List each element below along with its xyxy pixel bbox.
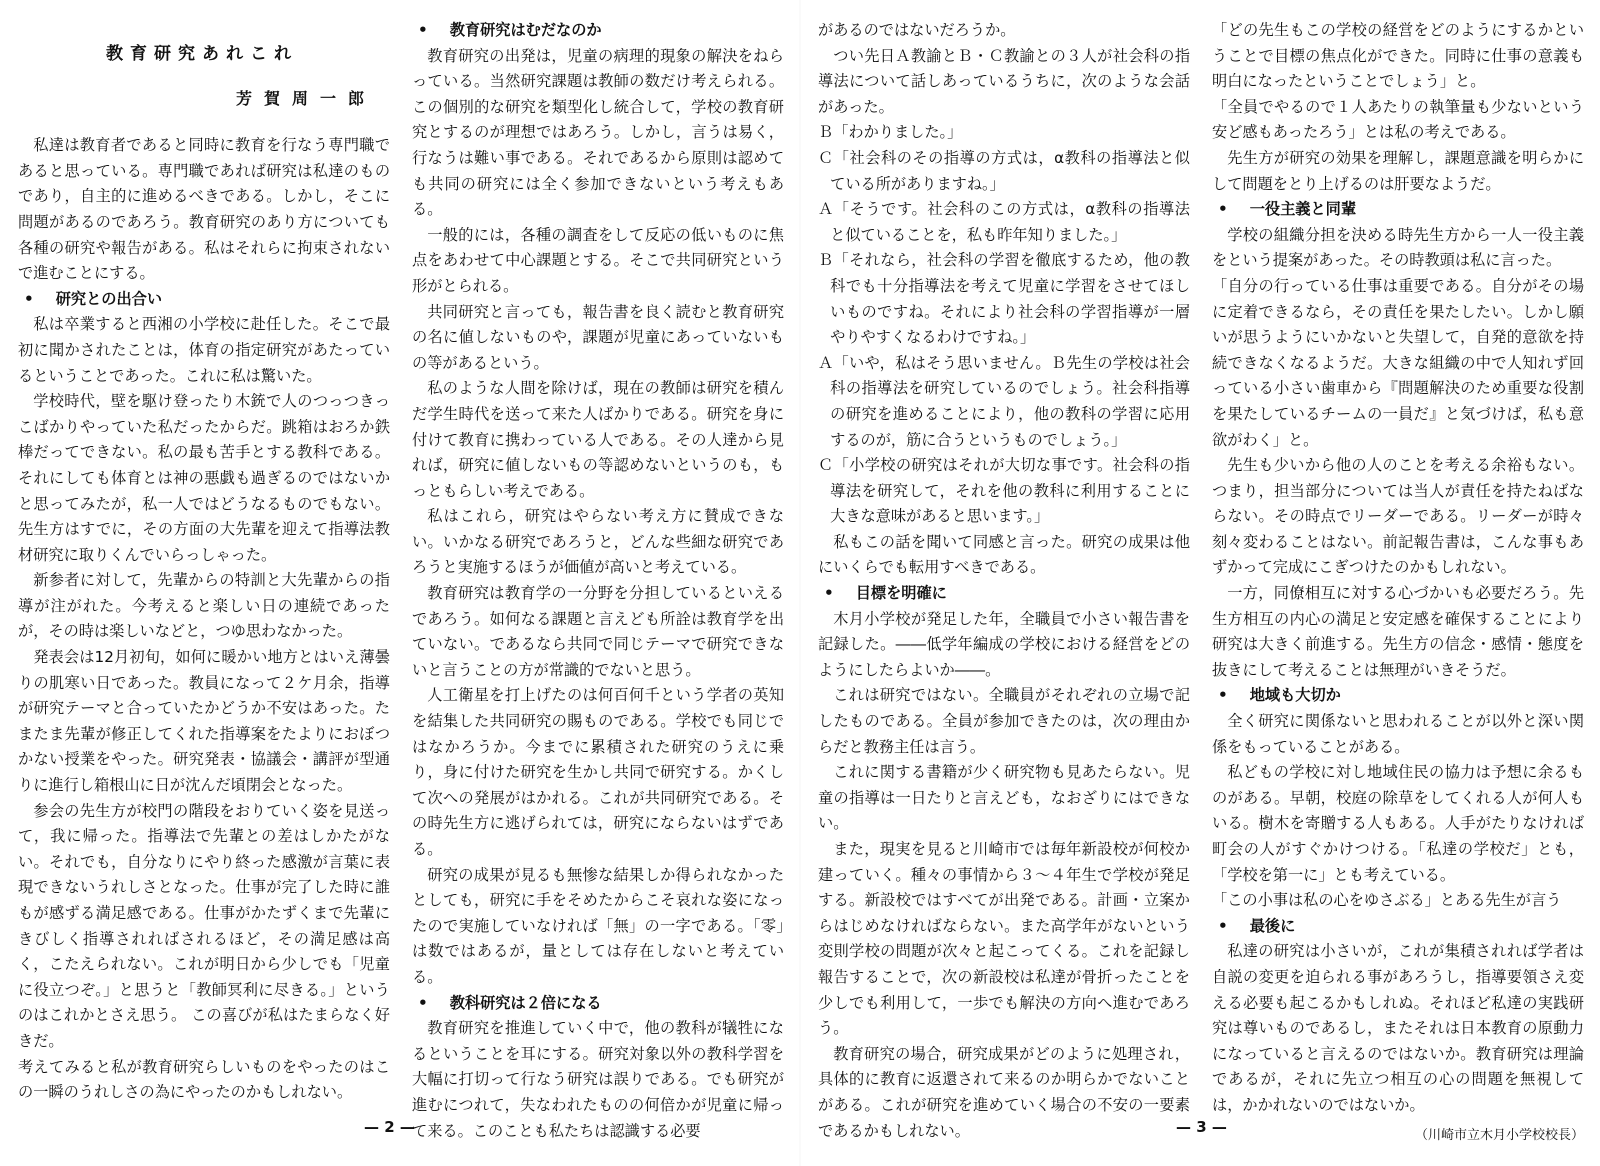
paragraph: 考えてみると私が教育研究らしいものをやったのはこの一瞬のうれしさの為にやったのかもしれない。 [18,1057,390,1102]
article-title: 教育研究あれこれ [106,44,298,64]
paragraph: 教育研究の場合，研究成果がどのように処理され，具体的に教育に返還されて来るのか明らかでないことがある。これが研究を進めていく場合の不安の一要素であるかもしれない。 [818,1044,1190,1140]
paragraph: 「この小事は私の心をゆさぶる」とある先生が言う [1212,891,1562,910]
section-heading: • 一役主義と同輩 [1212,197,1584,223]
paragraph: 全く研究に関係ないと思われることが以外と深い関係をもっていることがある。 [1212,712,1584,756]
paragraph: 「どの先生もこの学校の経営をどのようにするかということで目標の焦点化ができた。同時に仕事の意義も明白になったということでしょう」と。 [1212,21,1584,91]
paragraph: 私もこの話を聞いて同感と言った。研究の成果は他にいくらでも転用すべきである。 [818,532,1190,577]
author-name: 芳賀周一郎 [235,88,376,108]
page-number-left: — 2 — [364,1118,415,1136]
paragraph: 発表会は12月初旬，如何に暖かい地方とはいえ薄曇りの肌寒い日であった。教員になって２ケ月余，指導が研究テーマと合っていたかどうか不安はあった。たまたま先輩が修正してくれた指導案をたよりにおぼつかない授業をやった。研究発表・協議会・講評が型通りに進行し箱根山に日が沈んだ頃閉会となった。 [18,648,390,795]
paragraph: 私達の研究は小さいが，これが集積されれば学者は自説の変更を迫られる事があろうし，指導要領さえ変える必要も起こるかもしれぬ。それほど私達の実践研究は尊いものであるし，またそれは日本教育の原動力になっていると言えるのではないか。教育研究は理論であるが，それに先立つ相互の心の問題を無視しては，かかれないのではないか。 [1212,942,1584,1114]
dialogue-line: Ｂ「それなら，社会科の学習を徹底するため，他の教科でも十分指導法を考えて児童に学習をさせてほしいものですね。それにより社会科の学習指導が一層やりやすくなるわけですね。」 [818,251,1190,347]
paragraph: 人工衛星を打上げたのは何百何千という学者の英知を結集した共同研究の賜ものである。学校でも同じではなかろうか。今までに累積された研究のうえに乗り，身に付けた研究を生かし共同で研究する。かくして次への発展がはかれる。これが共同研究である。その時先生方に逃げられては，研究にならないはずである。 [412,686,784,858]
paragraph: 私はこれら，研究はやらない考え方に賛成できない。いかなる研究であろうと，どんな些細な研究であろうと実施するほうが価値が高いと考えている。 [412,507,784,577]
paragraph: 教育研究は教育学の一分野を分担しているといえるであろう。如何なる課題と言えども所詮は教育学を出ていない。であるなら共同で同じテーマで研究できないと言うことの方が常識的でないと思う。 [412,584,784,679]
page-gutter [799,0,801,1166]
paragraph: また，現実を見ると川崎市では毎年新設校が何校か建っていく。種々の事情から３～４年生で学校が発足する。新設校ではすべてが出発である。計画・立案からはじめなければならない。また高学年がないという変則学校の問題が次々と起こってくる。これを記録し報告することで，次の新設校は私達が骨折ったことを少しでも利用して，一歩でも解決の方向へ進むであろう。 [818,840,1190,1038]
paragraph: 研究の成果が見るも無惨な結果しか得られなかったとしても，研究に手をそめたからこそ哀れな姿になったので実施していなければ「無」の一字である。「零」は数ではあるが，量としては存在しないと考えている。 [412,865,784,986]
section-heading: • 研究との出合い [18,287,390,313]
paragraph: 私達は教育者であると同時に教育を行なう専門職であると思っている。専門職であれば研究は私達のものであり，自主的に進めるべきである。しかし，そこに問題があるのであろう。教育研究のあり方についても各種の研究や報告がある。私はそれらに拘束されないで進むことにする。 [18,136,390,283]
paragraph: つい先日Ａ教諭とＢ・Ｃ教諭との３人が社会科の指導法について話しあっているうちに，次のような会話があった。 [818,46,1190,116]
page-number-right: — 3 — [1176,1118,1227,1136]
section-heading: • 教科研究は２倍になる [412,991,784,1017]
paragraph: これは研究ではない。全職員がそれぞれの立場で記したものである。全員が参加できたのは，次の理由からだと教務主任は言う。 [818,686,1190,756]
paragraph: 共同研究と言っても，報告書を良く読むと教育研究の名に値しないものや，課題が児童にあっていないもの等があるという。 [412,302,784,372]
section-heading: • 教育研究はむだなのか [412,18,784,44]
paragraph: 教育研究を推進していく中で，他の教科が犠牲になるということを耳にする。研究対象以外の教科学習を大幅に打切って行なう研究は誤りである。でも研究が進むにつれて，失なわれたものの何倍かが児童に帰って来る。このことも私たちは認識する必要 [412,1019,784,1140]
dialogue-line: Ｃ「小学校の研究はそれが大切な事です。社会科の指導法を研究して，それを他の教科に利用することに大きな意味があると思います。」 [818,456,1190,526]
paragraph: 一般的には，各種の調査をして反応の低いものに焦点をあわせて中心課題とする。そこで共同研究という形がとられる。 [412,225,784,295]
section-heading: • 地域も大切か [1212,683,1584,709]
paragraph: 参会の先生方が校門の階段をおりていく姿を見送って，我に帰った。指導法で先輩との差はしかたがない。それでも，自分なりにやり終った感激が言葉に表現できないうれしさとなった。仕事が完了した時に誰もが感ずる満足感である。仕事がかたずくまで先輩にきびしく指導されればされるほど，その満足感は高く，こたえられない。これが明日から少しでも「児童に役立つぞ。」と思うと「教師冥利に尽きる。」というのはこれかとさえ思う。 この喜びが私はたまらなく好きだ。 [18,801,390,1050]
paragraph: 私は卒業すると西湘の小学校に赴任した。そこで最初に聞かされたことは，体育の指定研究があたっているということであった。これに私は驚いた。 [18,315,390,385]
paragraph: 教育研究の出発は，児童の病理的現象の解決をねらっている。当然研究課題は教師の数だけ考えられる。この個別的な研究を類型化し統合して，学校の教育研究とするのが理想ではあろう。しかし，言うは易く，行なうは難い事である。それであるから原則は認めても共同の研究には全く参加できないという考えもある。 [412,46,784,219]
paragraph: 学校の組織分担を決める時先生方から一人一役主義をという提案があった。その時教頭は私に言った。 [1212,225,1584,270]
dialogue-line: Ｃ「社会科のその指導の方式は，α教科の指導法と似ている所がありますね。」 [818,148,1190,193]
section-heading: • 目標を明確に [818,581,1190,607]
dialogue-line: Ａ「そうです。社会科のこの方式は，α教科の指導法と似ていることを，私も昨年知りました。」 [818,200,1190,244]
paragraph: 学校時代，壁を駆け登ったり木銃で人のつっつきっこばかりやっていた私だったからだ。跳箱はおろか鉄棒だってできない。私の最も苦手とする教科である。それにしても体育とは神の悪戯も過ぎるのではないかと思ってみたが，私一人ではどうなるものでもない。先生方はすでに，その方面の大先輩を迎えて指導法教材研究に取りくんでいらっしゃった。 [18,392,390,564]
paragraph: これに関する書籍が少く研究物も見あたらない。児童の指導は一日たりと言えども，なおざりにはできない。 [818,763,1190,833]
column-3 [818,18,1190,1144]
paragraph: 木月小学校が発足した年，全職員で小さい報告書を記録した。――低学年編成の学校における経営をどのようにしたらよいか――。 [818,609,1190,679]
dialogue-line: Ｂ「わかりました。」 [818,123,963,142]
column-2 [412,18,784,1144]
paragraph: があるのではないだろうか。 [818,21,1016,39]
paragraph: 新参者に対して，先輩からの特訓と大先輩からの指導が注がれた。今考えると楽しい日の連続であったが，その時は楽しいなどと，つゆ思わなかった。 [18,571,390,641]
column-4 [1212,18,1584,1148]
paragraph: 先生方が研究の効果を理解し，課題意識を明らかにして問題をとり上げるのは肝要なようだ。 [1212,148,1584,193]
paragraph: 「自分の行っている仕事は重要である。自分がその場に定着できるなら，その責任を果たしたい。しかし願いが思うようにいかないと失望して，自発的意欲を持続できなくなるようだ。大きな組織の中で人知れず回っている小さい歯車から『問題解決のため重要な役割を果たしているチームの一員だ』と気づけば，私も意欲がわく」と。 [1212,276,1584,449]
column-1 [18,18,390,1106]
section-heading: • 最後に [1212,914,1584,940]
paragraph: 私どもの学校に対し地域住民の協力は予想に余るものがある。早朝，校庭の除草をしてくれる人が何人もいる。樹木を寄贈する人もある。人手がたりなければ町会の人がすぐかけつける。「私達の学校だ」とも，「学校を第一に」とも考えている。 [1212,763,1584,884]
paragraph: 私のような人間を除けば，現在の教師は研究を積んだ学生時代を送って来た人ばかりである。研究を身に付けて教育に携わっている人である。その人達から見れば，研究に値しないもの等認めないというのも，もっともらしい考えである。 [412,379,784,500]
paragraph: 先生も少いから他の人のことを考える余裕もない。つまり，担当部分については当人が責任を持たねばならない。その時点でリーダーである。リーダーが時々刻々変わることはない。前記報告書は，こんな事もあずかって完成にこぎつけたのかもしれない。 [1212,456,1584,577]
paragraph: 「全員でやるので１人あたりの執筆量も少ないという安ど感もあったろう」とは私の考えである。 [1212,97,1584,142]
dialogue-line: Ａ「いや，私はそう思いません。Ｂ先生の学校は社会科の指導法を研究しているのでしょう。社会科指導の研究を進めることにより，他の教科の学習に応用するのが，筋に合うというものでしょう。」 [818,353,1190,449]
paragraph: 一方，同僚相互に対する心づかいも必要だろう。先生方相互の内心の満足と安定感を確保することにより研究は大きく前進する。先生方の信念・感情・態度を抜きにして考えることは無理がいきそうだ。 [1212,584,1584,679]
author-affiliation: （川崎市立木月小学校校長） [1414,1127,1584,1143]
